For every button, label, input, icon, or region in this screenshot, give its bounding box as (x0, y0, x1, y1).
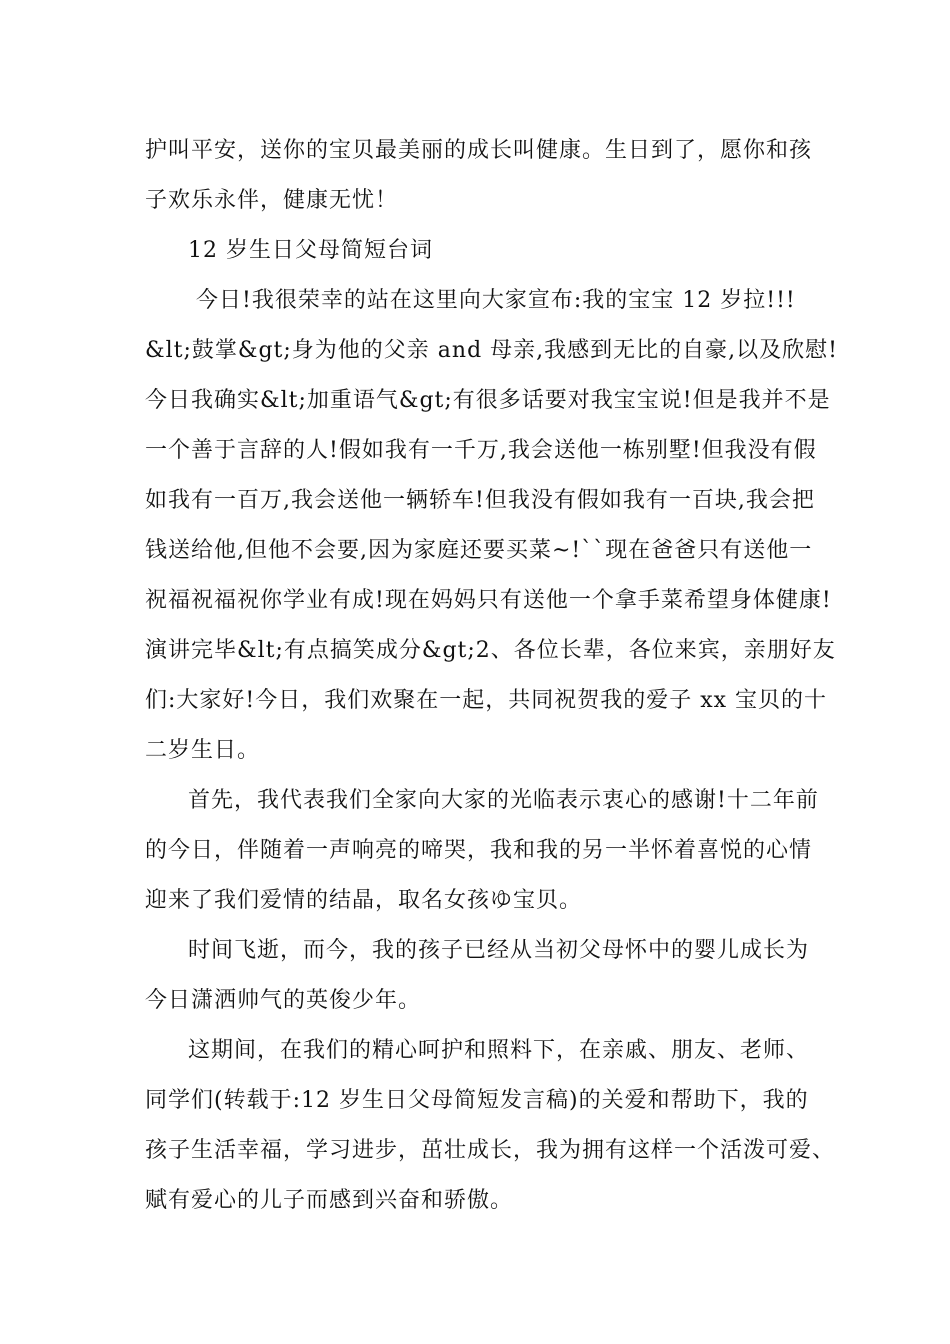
text-line: 祝福祝福祝你学业有成!现在妈妈只有送他一个拿手菜希望身体健康! (145, 588, 832, 613)
text-line: 们:大家好!今日，我们欢聚在一起，共同祝贺我的爱子 xx 宝贝的十 (145, 688, 828, 713)
text-line: 今日潇洒帅气的英俊少年。 (145, 988, 422, 1013)
text-line: 护叫平安，送你的宝贝最美丽的成长叫健康。生日到了，愿你和孩 (145, 138, 813, 163)
text-line: 子欢乐永伴，健康无忧！ (145, 188, 399, 213)
text-line: &lt;鼓掌&gt;身为他的父亲 and 母亲,我感到无比的自豪,以及欣慰! (145, 338, 838, 363)
text-line: 赋有爱心的儿子而感到兴奋和骄傲。 (145, 1188, 514, 1213)
text-line: 演讲完毕&lt;有点搞笑成分&gt;2、各位长辈，各位来宾，亲朋好友 (145, 638, 836, 663)
section-heading: 12 岁生日父母简短台词 (188, 238, 433, 263)
text-line: 时间飞逝，而今，我的孩子已经从当初父母怀中的婴儿成长为 (188, 938, 810, 963)
text-line: 一个善于言辞的人!假如我有一千万,我会送他一栋别墅!但我没有假 (145, 438, 817, 463)
text-line: 今日我确实&lt;加重语气&gt;有很多话要对我宝宝说!但是我并不是 (145, 388, 831, 413)
text-line: 首先，我代表我们全家向大家的光临表示衷心的感谢!十二年前 (188, 788, 819, 813)
text-line: 钱送给他,但他不会要,因为家庭还要买菜~!``现在爸爸只有送他一 (145, 538, 813, 563)
text-line: 孩子生活幸福，学习进步，茁壮成长，我为拥有这样一个活泼可爱、 (145, 1138, 836, 1163)
text-line: 的今日，伴随着一声响亮的啼哭，我和我的另一半怀着喜悦的心情 (145, 838, 813, 863)
text-line: 如我有一百万,我会送他一辆轿车!但我没有假如我有一百块,我会把 (145, 488, 815, 513)
text-line: 同学们(转载于:12 岁生日父母简短发言稿)的关爱和帮助下，我的 (145, 1088, 809, 1113)
text-line: 今日!我很荣幸的站在这里向大家宣布:我的宝宝 12 岁拉!!! (188, 288, 796, 313)
text-line: 迎来了我们爱情的结晶，取名女孩ゆ宝贝。 (145, 888, 583, 913)
text-line: 这期间，在我们的精心呵护和照料下，在亲戚、朋友、老师、 (188, 1038, 810, 1063)
text-line: 二岁生日。 (145, 738, 261, 763)
